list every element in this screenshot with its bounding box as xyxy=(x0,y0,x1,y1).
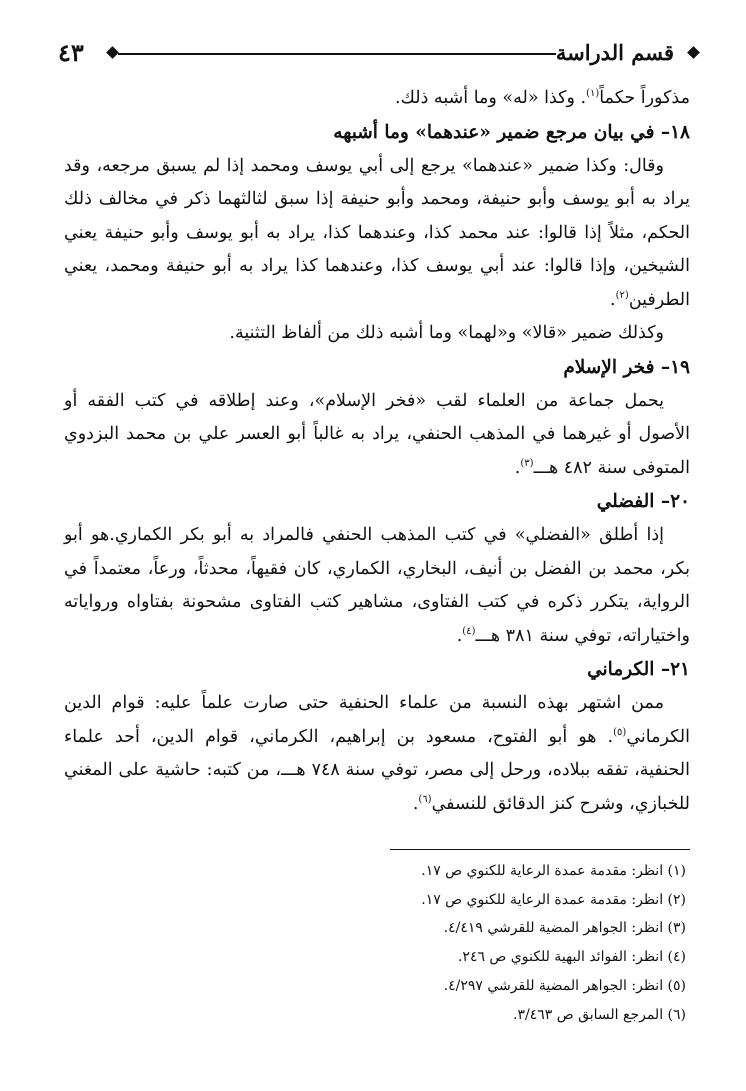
main-text xyxy=(64,82,690,821)
section-18-paragraph-1: وقال: وكذا ضمير «عندهما» يرجع إلى أبي يوسف ومحمد إذا لم يسبق مرجعه، وقد يراد به أبو يوسف وأبو حنيفة، ومحمد وأبو حنيفة إذا سبق لثالثهما ذكر في مخالف ذلك الحكم، مثلاً إذا قالوا: عند محمد كذا، وعندهما كذا، يراد به أبو يوسف وأبو حنيفة يعني الشيخين، وإذا قالوا: عند أبي يوسف كذا، وعندهما كذا يراد به أبو حنيفة ومحمد، يعني الطرفين$^{(٢)}$. xyxy=(64,155,690,310)
page-number: ٤٣ xyxy=(58,38,84,67)
section-21-paragraph: ممن اشتهر بهذه النسبة من علماء الحنفية حتى صارت علماً عليه: قوام الدين الكرماني$^{(٥)}$. هو أبو الفتوح، مسعود بن إبراهيم، الكرماني، قوام الدين، أحد علماء الحنفية، تفقه ببلاده، ورحل إلى مصر، توفي سنة ٧٤٨ هـــ، من كتبه: حاشية على المغني للخبازي، وشرح كنز الدقائق للنسفي$^{(٦)}$. xyxy=(64,693,690,814)
footnote-item: (٢) انظر: مقدمة عمدة الرعاية للكنوي ص ١٧. xyxy=(421,891,686,908)
footnote-ref: (٢) xyxy=(615,289,629,301)
footnote-divider xyxy=(390,849,690,850)
section-20-paragraph: إذا أطلق «الفضلي» في كتب المذهب الحنفي فالمراد به أبو بكر الكماري.هو أبو بكر، محمد بن الفضل بن أنيف، البخاري، الكماري، كان فقيهاً، محدثاً، ورعاً، معتمداً في الرواية، يتكرر ذكره في كتب الفتاوى، مشاهير كتب الفتاوى مشحونة بفتاواه ورواياته واختياراته، توفي سنة ٣٨١ هـــ$^{(٤)}$. xyxy=(64,525,690,646)
intro-paragraph: مذكوراً حكماً$^{(١)}$. وكذا «له» وما أشبه ذلك. xyxy=(394,88,690,108)
footnote-item: (٦) المرجع السابق ص ٣/٤٦٣. xyxy=(513,1006,686,1023)
section-heading-20: ٢٠– الفضلي xyxy=(596,491,690,512)
page-header xyxy=(58,36,706,70)
footnote-ref: (٦) xyxy=(418,793,432,805)
header-diamond-ornament xyxy=(106,46,119,59)
footnote-item: (٥) انظر: الجواهر المضية للقرشي ٤/٢٩٧. xyxy=(443,977,686,994)
section-title: قسم الدراسة xyxy=(555,40,674,65)
footnote-item: (١) انظر: مقدمة عمدة الرعاية للكنوي ص ١٧. xyxy=(421,863,686,879)
section-heading-18: ١٨– في بيان مرجع ضمير «عندهما» وما أشبهه xyxy=(333,121,690,143)
section-18-paragraph-2: وكذلك ضمير «قالا» و«لهما» وما أشبه ذلك من ألفاظ التثنية. xyxy=(229,323,664,343)
header-diamond-ornament xyxy=(687,46,700,59)
footnote-item: (٣) انظر: الجواهر المضية للقرشي ٤/٤١٩. xyxy=(443,920,686,937)
footnotes xyxy=(250,857,686,1029)
footnote-ref: (١) xyxy=(586,88,600,100)
section-heading-21: ٢١– الكرماني xyxy=(587,659,690,680)
footnote-ref: (٤) xyxy=(462,625,476,637)
section-heading-19: ١٩– فخر الإسلام xyxy=(563,356,690,378)
header-rule xyxy=(118,53,556,55)
footnote-item: (٤) انظر: الفوائد البهية للكنوي ص ٢٤٦. xyxy=(457,949,686,966)
footnote-ref: (٣) xyxy=(520,457,534,469)
footnote-ref: (٥) xyxy=(613,726,627,738)
section-19-paragraph: يحمل جماعة من العلماء لقب «فخر الإسلام»، وعند إطلاقه في كتب الفقه أو الأصول أو غيرهما في المذهب الحنفي، يراد به غالباً أبو العسر علي بن محمد البزدوي المتوفى سنة ٤٨٢ هـــ$^{(٣)}$. xyxy=(64,390,690,478)
